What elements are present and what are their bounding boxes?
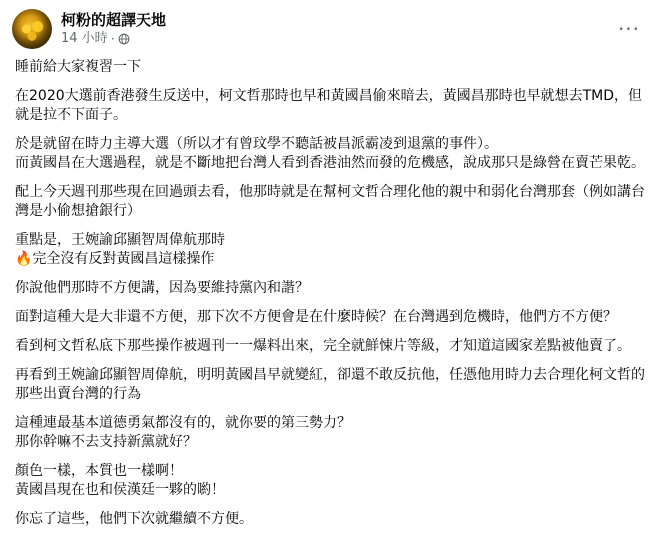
post-paragraph: [15, 337, 650, 356]
post-text-line: 就是拉不下面子。: [15, 107, 127, 123]
author-name[interactable]: 柯粉的超譯天地: [61, 11, 167, 29]
post-paragraph: [15, 510, 650, 529]
post-paragraph: [15, 135, 650, 173]
post-paragraph: [15, 58, 650, 77]
post-text-line: 重點是，王婉諭邱顯智周偉航那時: [15, 232, 225, 248]
post-text-line: 這種連最基本道德勇氣都沒有的，就你要的第三勢力？: [15, 415, 351, 431]
post-text-line: 再看到王婉諭邱顯智周偉航，明明黃國昌早就變紅，卻還不敢反抗他，任憑他用時力去合理化柯文哲的: [15, 367, 645, 383]
post-text-line: 黃國昌現在也和侯漢廷一夥的喲！: [15, 482, 225, 498]
post-text-line: 看到柯文哲私底下那些操作被週刊一一爆料出來，完全就鮮悚片等級，才知道這國家差點被他賣了。: [15, 338, 631, 354]
post-content: [15, 58, 650, 539]
post-text-line: 而黃國昌在大選過程，就是不斷地把台灣人看到香港油然而發的危機感，說成那只是綠營在賣芒果乾。: [15, 155, 645, 171]
post-header: [12, 9, 651, 49]
post-text-line: 於是就留在時力主導大選（所以才有曾玟學不聽話被昌派霸凌到退黨的事件）。: [15, 136, 498, 152]
post-paragraph: [15, 462, 650, 500]
post-text-line: 面對這種大是大非還不方便，那下次不方便會是在什麼時候？在台灣遇到危機時，他們方不方便？: [15, 309, 617, 325]
separator-dot: ·: [110, 32, 115, 46]
avatar[interactable]: [12, 9, 52, 49]
post-paragraph: [15, 414, 650, 452]
post-meta: [61, 31, 130, 47]
post-paragraph: [15, 279, 650, 298]
post-text-line: 那些出賣台灣的行為: [15, 386, 141, 402]
post-text-line: 你忘了這些，他們下次就繼續不方便。: [15, 511, 253, 527]
post-text-line: 灣是小偷想搶銀行）: [15, 203, 141, 219]
post-text-line: 你說他們那時不方便講，因為要維持黨內和諧？: [15, 280, 309, 296]
post-text-line: 顏色一樣，本質也一樣啊！: [15, 463, 183, 479]
post-text-line: 在2020大選前香港發生反送中，柯文哲那時也早和黃國昌偷來暗去，黃國昌那時也早就想去TMD，但: [15, 88, 643, 104]
post-text-line: 那你幹嘛不去支持新黨就好？: [15, 434, 197, 450]
globe-icon[interactable]: [118, 33, 130, 45]
post-text-line: 🔥完全沒有反對黃國昌這樣操作: [15, 251, 215, 267]
post-paragraph: [15, 366, 650, 404]
post-paragraph: [15, 308, 650, 327]
post-text-line: 睡前給大家複習一下: [15, 59, 141, 75]
post-paragraph: [15, 231, 650, 269]
more-options-button[interactable]: ···: [617, 17, 641, 41]
post-paragraph: [15, 87, 650, 125]
post-text-line: 配上今天週刊那些現在回過頭去看，他那時就是在幫柯文哲合理化他的親中和弱化台灣那套（例如講台: [15, 184, 645, 200]
post-timestamp[interactable]: 14 小時: [61, 31, 108, 46]
post-paragraph: [15, 183, 650, 221]
